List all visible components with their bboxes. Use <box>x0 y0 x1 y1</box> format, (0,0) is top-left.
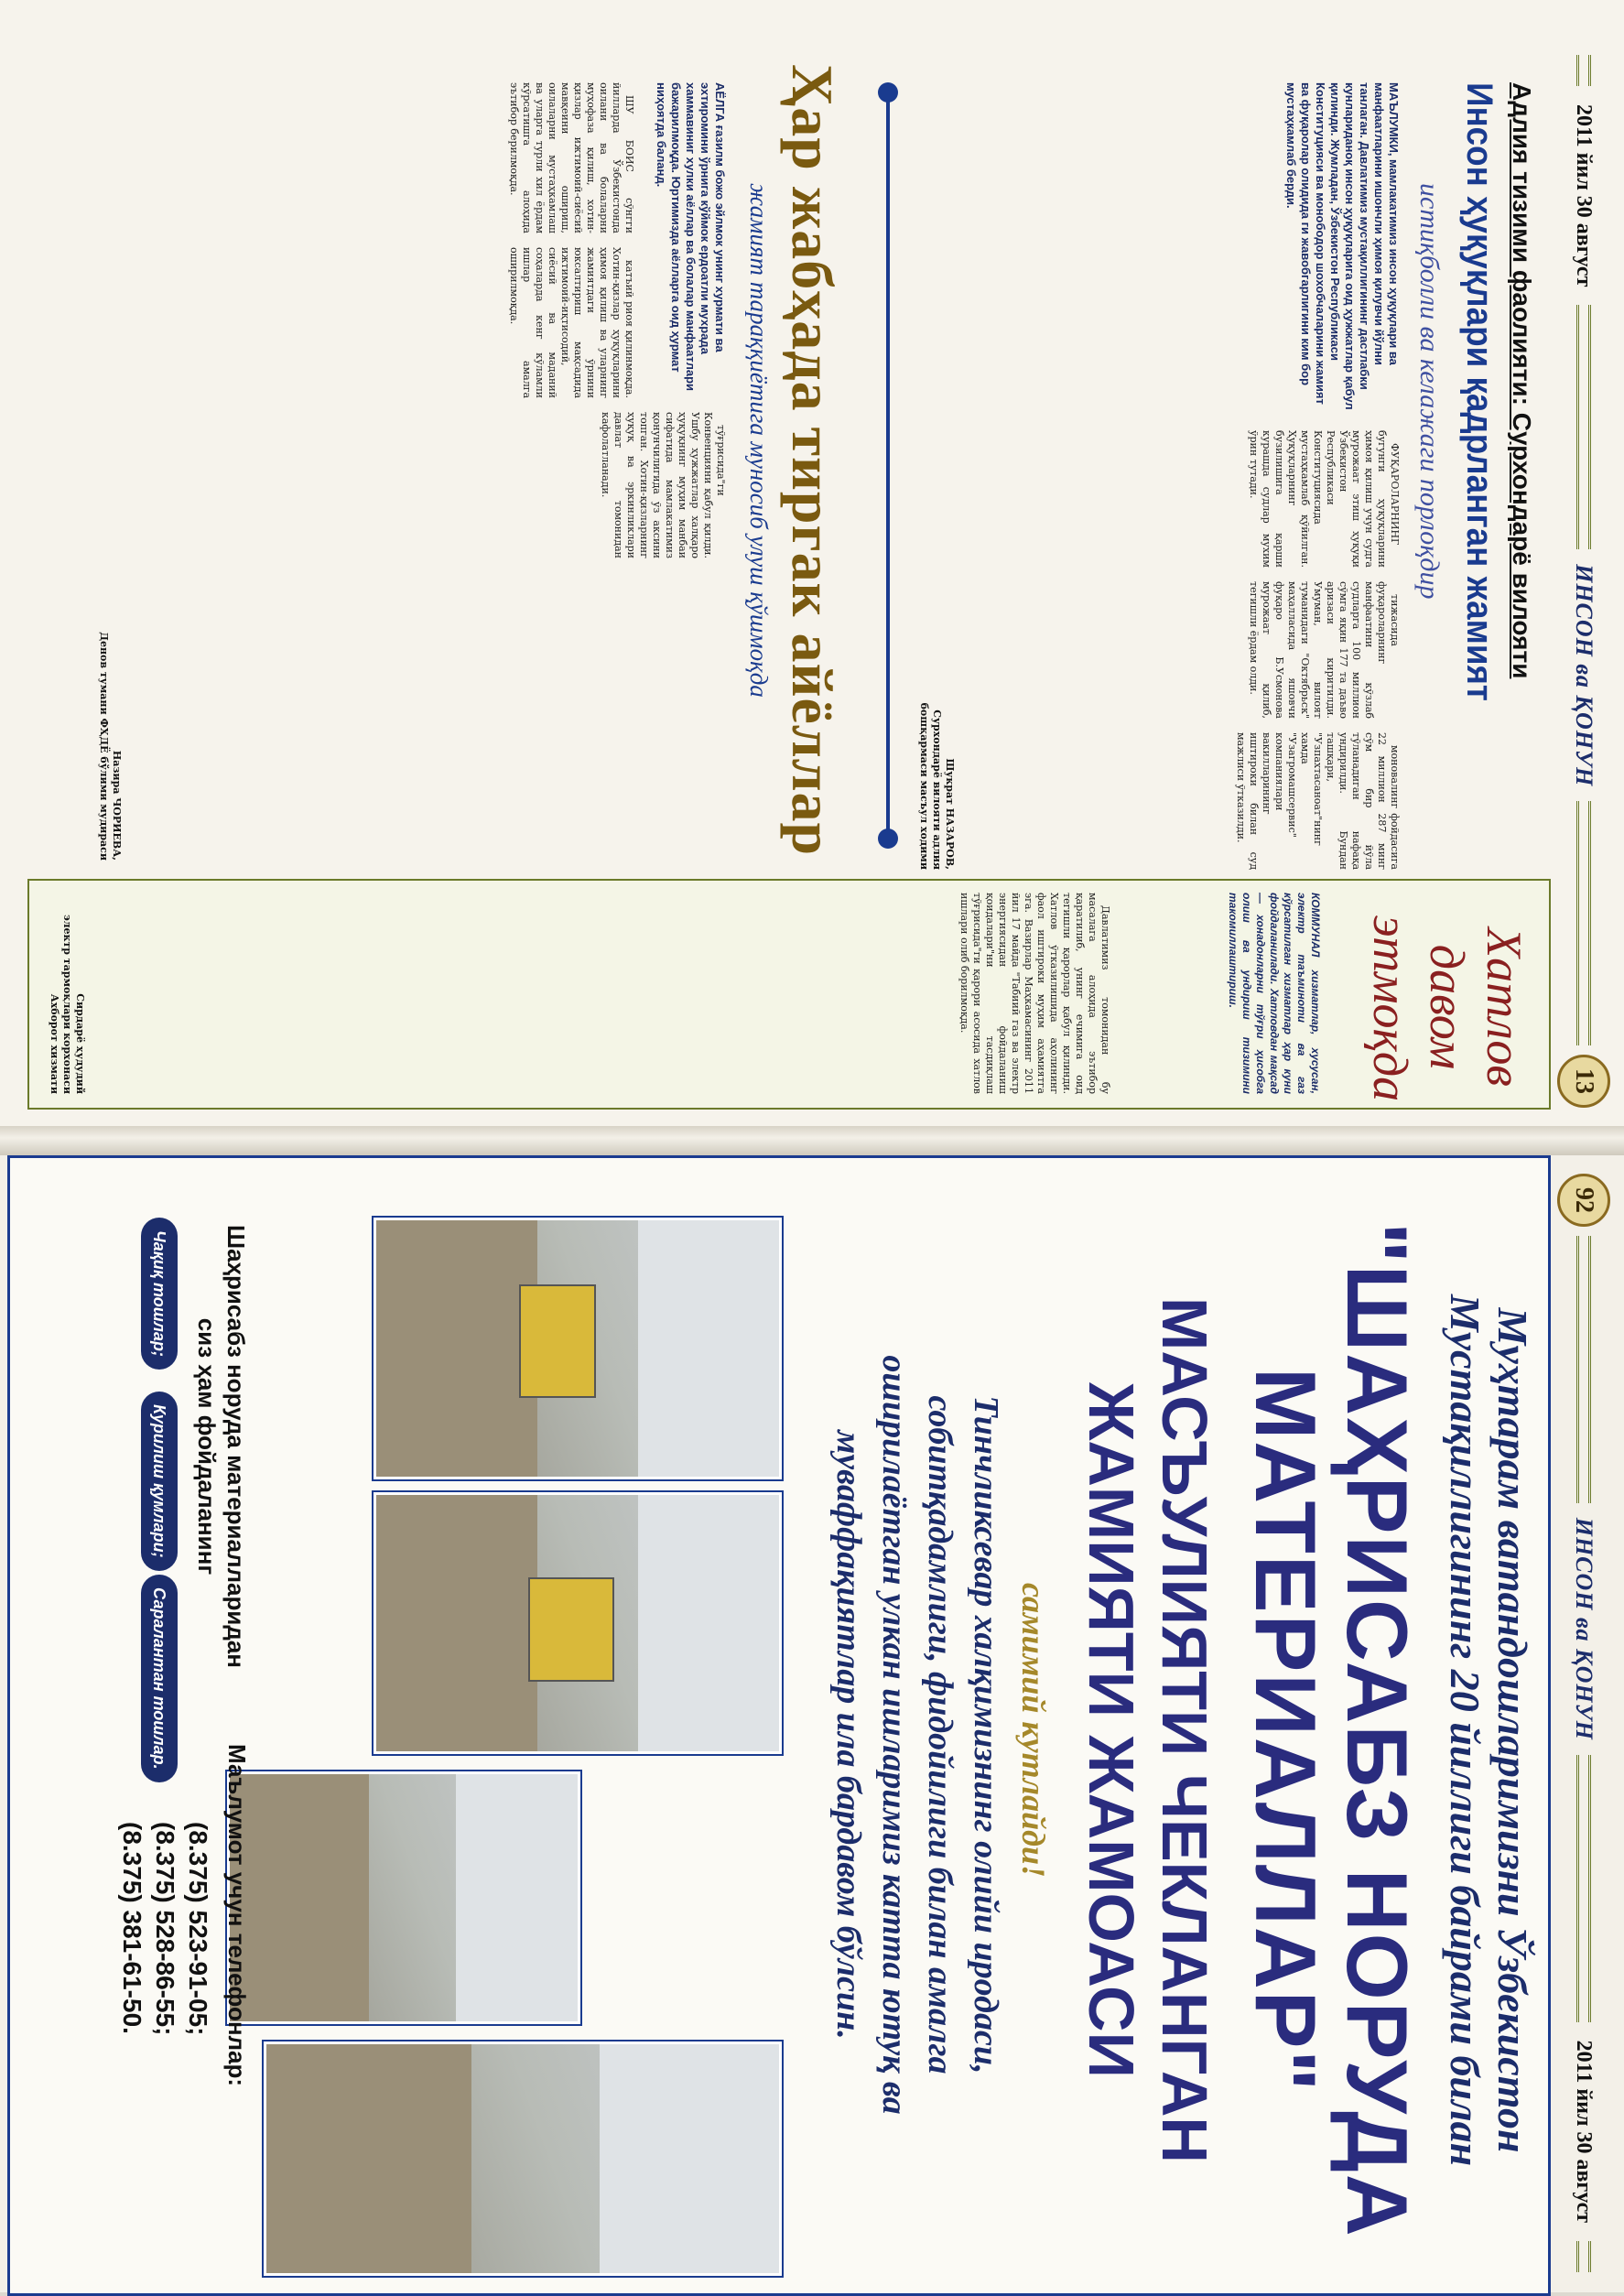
quarry-photo-excavator <box>374 1218 782 1479</box>
ad-greeting: Муҳтарам ватандошларимизни Ўзбекистон Мустақиллигининг 20 йиллиги байрами билан <box>1442 1294 1536 2167</box>
quarry-photo-loader <box>374 1492 782 1754</box>
article2-subtitle: жамият тараққиётига муносиб улуш қўшмоқда <box>745 183 773 698</box>
article2-column-2: катъий риоя қилинмоқда. Хотин-қизлар ҳуқуқларини ҳимоя қилиш ва уларнинг жамиятдаги ўрнини юксалтириш мақсадида ижтимоий-иқтисодий, сиёсий ва маданий соҳаларда кенг кўламли ишлар амалга оширилмоқда. <box>508 247 635 398</box>
sidebar-article-signature: Сирдарё ҳудудий электр тармоқлари корхонаси Ахборот хизмати <box>49 915 86 1094</box>
sidebar-article-title: Хатлов давом этмоқда <box>1363 915 1532 1102</box>
ad-wish-text: Тинчликсевар халқимизнинг олийи иродаси, собитқадамлиги, фидойилиги билан амалга оширилаётган улкан ишларимиз катта ютуқ ва муваффақиятлар ила бардавом бўлсин. <box>829 1355 1005 2115</box>
ad-company-type: МАСЪУЛИЯТИ ЧЕКЛАНГАН ЖАМИЯТИ ЖАМОАСИ <box>1076 1297 1220 2163</box>
article1-column-2: тижасида фуқароларнинг манфаатини кўзлаб судларга 100 миллион сўмга яқин 177 та даъво аризаси киритилди. Умуман, вилоят туманидаги "Октябрьск" маҳалласида яшовчи фуқаро Б.Усмонова мурожаат қилиб, тегишли ёрдам олди. <box>1248 581 1401 719</box>
sidebar-article-box <box>27 879 1551 1110</box>
header-ornament <box>1576 1236 1591 1503</box>
quarry-photo-conveyor <box>264 2041 782 2276</box>
page-92-number: 92 <box>1557 1174 1610 1227</box>
page-13-number: 13 <box>1557 1055 1610 1108</box>
page-13-header <box>1564 55 1604 1108</box>
article2-lead: АЁЛГА ғазилм божо эйлмок унинг хурмати ва эхтиромини ўрнига кўймок ердоатли мухрада хаммавиниг хулки аёллар ва болалар манфаатлари бажарилмоқда. Юртимизда аёлларга оид ҳурмат ниҳоятда баланд. <box>655 82 727 391</box>
divider-line <box>886 101 890 833</box>
header-ornament <box>1576 305 1591 549</box>
divider-dot <box>878 82 898 103</box>
product-badge-sand: Курилиш қумлари; <box>141 1392 178 1571</box>
divider-dot <box>878 829 898 849</box>
header-ornament <box>1576 55 1591 86</box>
page-92-header <box>1564 1174 1604 2272</box>
article1-title: Инсон ҳуқуқлари қадрланган жамият <box>1459 82 1499 701</box>
header-ornament <box>1576 801 1591 1045</box>
header-ornament <box>1576 2241 1591 2272</box>
article1-subtitle: истиқболли ва келажаги порлоқдир <box>1414 183 1445 600</box>
page-92-date: 2011 йил 30 август <box>1572 2040 1597 2224</box>
article2-column-3: тўғрисида"ги Конвенцияни қабул қилди. Ушбу ҳужжатлар халқаро ҳуқуқнинг муҳим манбаи сифатида мамлакатимиз қонунчилигида ўз аксини топган. Хотин-қизларнинг ҳуқуқ ва эркинликлари давлат томонидан кафолатланади. <box>600 412 727 558</box>
article1-signature: Шукрат НАЗАРОВ, Сурхондарё вилояти адлия бошқармаси масъул ходими <box>918 702 956 870</box>
ad-phone-list <box>115 1822 214 2035</box>
article1-lead: МАЪЛУМКИ, мамлакатимиз инсон ҳуқуқлари ва манфаатларини ишончли ҳимоя қилувчи йўлни танлаган. Давлатимиз мустақиллигининг дастлабки кунлариданоқ инсон ҳуқуқларига оид ҳужжатлар қабул қилинди. Жумладан, Ўзбекистон Республикаси Конституцияси ва монободор шохобчаларини жамият ва фуқаролар олидида ги жавобгарлигини ким бор мустаҳкамлаб берди. <box>1284 82 1401 410</box>
article1-column-1: ФУҚАРОЛАРНИНГ бугунги ҳуқуқларини ҳимоя қилиш учун судга мурожаат этиш ҳуқуқи Ўзбекистон Республикаси Конституциясида мустаҳкамлаб қўйилган. Ҳуқуқларнинг бузилишига қарши курашда судлар мухим ўрин тутади. <box>1248 430 1401 568</box>
phone-number: (8.375) 528-86-55; <box>151 1822 179 2036</box>
ad-company-name: "ШАҲРИСАБЗ НОРУДА МАТЕРИАЛЛАР" <box>1238 1222 1425 2238</box>
quarry-photo-site <box>227 1771 580 2024</box>
phone-number: (8.375) 381-61-50. <box>118 1822 146 2034</box>
section-rubric: Адлия тизими фаолияти: Сурхондарё вилояти <box>1508 82 1536 679</box>
page-fold <box>0 1126 1624 1155</box>
article2-title: Ҳар жабҳада тиргак айёллар <box>780 64 845 857</box>
sidebar-article-lead: КОММУНАЛ хизматлар, хусусан, электр таъминоти ва газ кўрсатилган хизматлар ҳар куни фойдаланилади. Хатловдан мақсад — хонадонларни тўғри ҳисобга олиш ва ундириш тизимини такомиллаштириш. <box>1227 893 1322 1094</box>
article2-column-1: ШУ БОИС сўнгги йилларда Ўзбекистонда оилани ва болаларни муҳофаза қилиш, хотин-қизлар ижтимоий-сиёсий мавқеини ошириш, оилаларни мустаҳкамлаш ва уларга турли хил ёрдам кўрсатишга алоҳида эътибор берилмоқда. <box>508 82 635 233</box>
sidebar-article-body: Давлатимиз томонидан бу масалага алоҳида эътибор қаратилиб, унинг ечимига оид тегишли қарорлар қабул қилинди. Хатлов ўтказилишида аҳолининг фаол иштироки муҳим аҳамиятга эга. Вазирлар Маҳкамасининг 2011 йил 17 майда "Табиий газ ва электр энергиясидан фойдаланиш қоидалари"ни тасдиқлаш тўғрисида"ги қарори асосида хатлов ишлари олиб борилмоқда. <box>958 893 1111 1094</box>
phone-number: (8.375) 523-91-05; <box>184 1822 212 2036</box>
article2-signature: Назира ЧОРИЕВА, Денов тумани ФҲДЁ бўлими мудираси <box>98 632 123 861</box>
page-92-masthead: ИНСОН ва ҚОНУН <box>1571 1517 1597 1740</box>
page-13-masthead: ИНСОН ва ҚОНУН <box>1571 564 1597 787</box>
header-ornament <box>1576 1755 1591 2022</box>
product-badge-sorted-stone: Саралантан тошлар. <box>141 1575 178 1782</box>
page-13-date: 2011 йил 30 август <box>1572 104 1597 287</box>
ad-phones-heading: Маълумот учун телефонлар: <box>223 1744 251 2087</box>
product-badge-crushed-stone: Чақиқ тошлар; <box>141 1218 178 1370</box>
ad-congratulation: самимий кутлайди! <box>1015 1582 1052 1879</box>
article1-column-3: моновалинг фойдасига 22 миллион 287 минг сўм бир йўла тўланадиган нафақа ундирилди. Бундан ташқари, "Узпахтасаноат"нинг хамда "Узагромашсервис" компаниялари вакилларининг иштироки билан суд мажлиси ўтказилди. <box>1235 732 1401 870</box>
ad-products-heading: Шаҳрисабз норуда материалларидан сиз ҳам фойдаланинг <box>193 1224 250 1669</box>
